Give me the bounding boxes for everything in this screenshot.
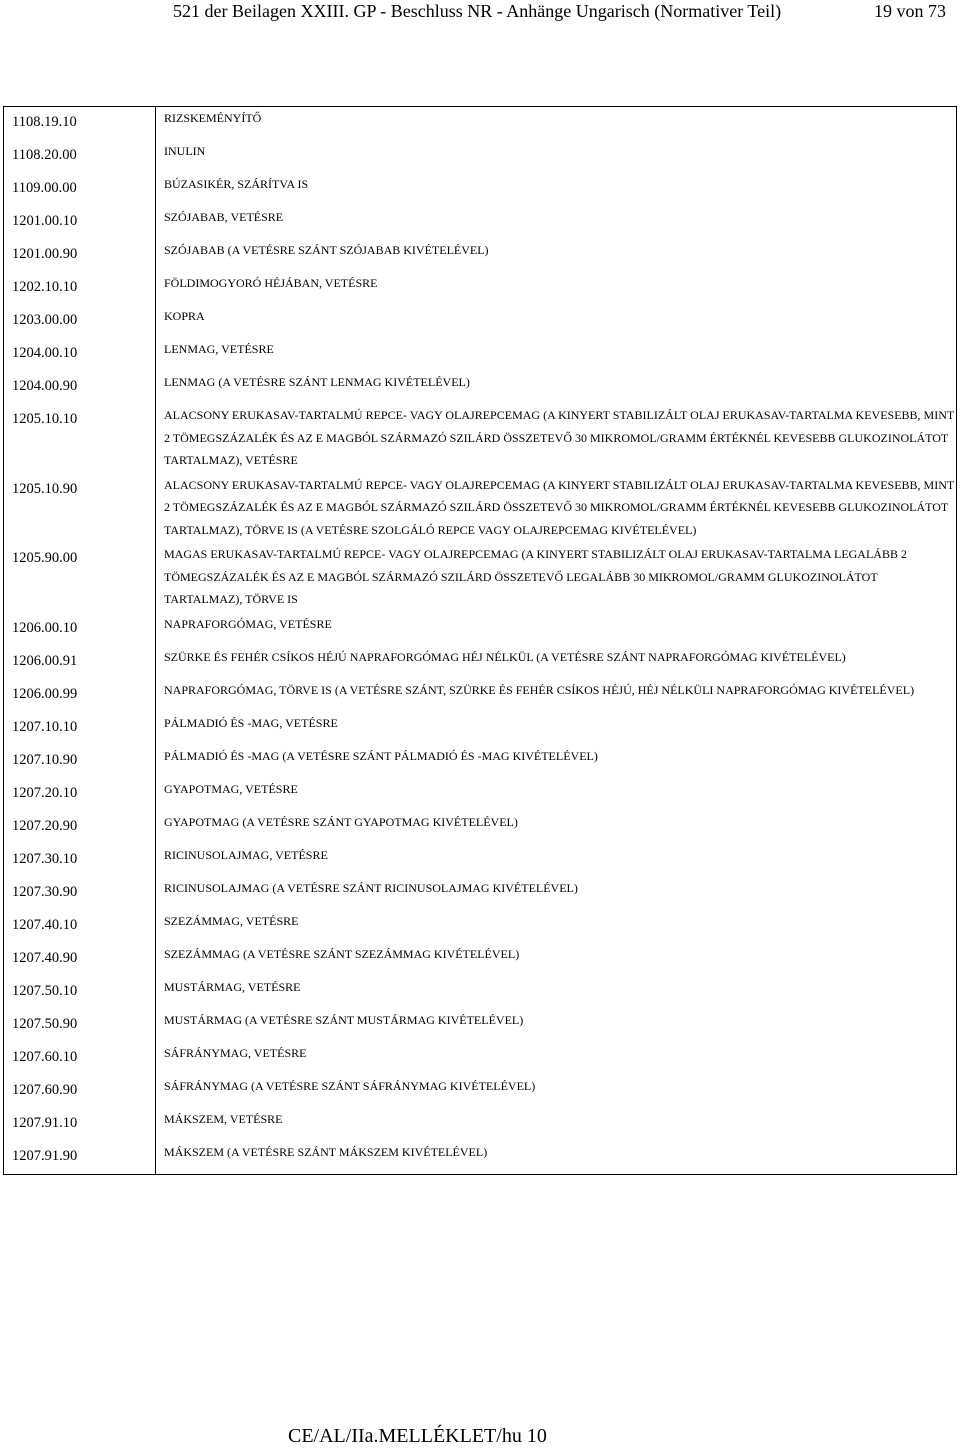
product-description: RICINUSOLAJMAG, VETÉSRE [164,847,328,862]
product-description: GYAPOTMAG, VETÉSRE [164,781,298,796]
product-description: MÁKSZEM, VETÉSRE [164,1111,283,1126]
tariff-code: 1108.20.00 [4,140,156,173]
table-row [4,371,957,404]
table-row [4,173,957,206]
table-row [4,943,957,976]
tariff-code: 1207.91.90 [4,1141,156,1175]
product-description: SÁFRÁNYMAG (A VETÉSRE SZÁNT SÁFRÁNYMAG KIVÉTELÉVEL) [164,1078,536,1093]
product-description: PÁLMADIÓ ÉS -MAG (A VETÉSRE SZÁNT PÁLMADIÓ ÉS -MAG KIVÉTELÉVEL) [164,748,598,763]
table-row [4,305,957,338]
product-description: PÁLMADIÓ ÉS -MAG, VETÉSRE [164,715,338,730]
table-row [4,1075,957,1108]
tariff-code-table [3,106,957,1175]
tariff-code: 1109.00.00 [4,173,156,206]
product-description: MÁKSZEM (A VETÉSRE SZÁNT MÁKSZEM KIVÉTELÉVEL) [164,1144,488,1159]
product-description: NAPRAFORGÓMAG, TÖRVE IS (A VETÉSRE SZÁNT, SZÜRKE ÉS FEHÉR CSÍKOS HÉJÚ, HÉJ NÉLKÜLI NAPRAFORGÓMAG KIVÉTELÉVEL) [164,682,915,697]
product-description: SZEZÁMMAG, VETÉSRE [164,913,299,928]
page-number: 19 von 73 [874,1,946,21]
table-row [4,712,957,745]
product-description: KOPRA [164,309,205,323]
table-row [4,811,957,844]
table-row [4,272,957,305]
tariff-code: 1207.60.10 [4,1042,156,1075]
tariff-code: 1207.50.10 [4,976,156,1009]
table-row [4,778,957,811]
tariff-code: 1204.00.90 [4,371,156,404]
product-description: MUSTÁRMAG (A VETÉSRE SZÁNT MUSTÁRMAG KIVÉTELÉVEL) [164,1012,524,1027]
tariff-code: 1206.00.10 [4,613,156,646]
document-title: 521 der Beilagen XXIII. GP - Beschluss NR - Anhänge Ungarisch (Normativer Teil) [173,1,782,21]
tariff-code: 1205.10.90 [4,474,156,544]
table-row [4,1009,957,1042]
tariff-code: 1202.10.10 [4,272,156,305]
tariff-code: 1207.30.10 [4,844,156,877]
tariff-code: 1207.20.10 [4,778,156,811]
product-description: MAGAS ERUKASAV-TARTALMÚ REPCE- VAGY OLAJREPCEMAG (A KINYERT STABILIZÁLT OLAJ ERUKASAV-TARTALMA LEGALÁBB 2 TÖMEGSZÁZALÉK ÉS AZ E MAGBÓL SZÁRMAZÓ SZILÁRD ÖSSZETEVŐ LEGALÁBB 30 MIKROMOL/GRAMM GLUKOZINOLÁTOT TARTALMAZ), TÖRVE IS [164,547,907,606]
table-row [4,474,957,544]
table-row [4,239,957,272]
table-row [4,140,957,173]
table-row [4,646,957,679]
tariff-code: 1207.60.90 [4,1075,156,1108]
tariff-code: 1207.30.90 [4,877,156,910]
tariff-code: 1108.19.10 [4,107,156,141]
product-description: SZÓJABAB, VETÉSRE [164,210,284,224]
tariff-code: 1205.90.00 [4,543,156,613]
tariff-code: 1201.00.10 [4,206,156,239]
product-description: SZÓJABAB (A VETÉSRE SZÁNT SZÓJABAB KIVÉTELÉVEL) [164,243,489,257]
product-description: MUSTÁRMAG, VETÉSRE [164,979,301,994]
table-row [4,877,957,910]
tariff-code: 1207.50.90 [4,1009,156,1042]
tariff-code: 1205.10.10 [4,404,156,474]
table-row [4,1042,957,1075]
tariff-code: 1203.00.00 [4,305,156,338]
table-row [4,679,957,712]
product-description: INULIN [164,144,206,158]
tariff-code: 1204.00.10 [4,338,156,371]
product-description: RIZSKEMÉNYÍTŐ [164,111,262,125]
tariff-code: 1206.00.99 [4,679,156,712]
tariff-code: 1207.10.90 [4,745,156,778]
product-description: BÚZASIKÉR, SZÁRÍTVA IS [164,177,309,191]
tariff-code: 1207.40.90 [4,943,156,976]
product-description: SÁFRÁNYMAG, VETÉSRE [164,1045,307,1060]
tariff-code: 1207.10.10 [4,712,156,745]
tariff-code: 1207.40.10 [4,910,156,943]
product-description: ALACSONY ERUKASAV-TARTALMÚ REPCE- VAGY OLAJREPCEMAG (A KINYERT STABILIZÁLT OLAJ ERUKASAV-TARTALMA KEVESEBB, MINT 2 TÖMEGSZÁZALÉK ÉS AZ E MAGBÓL SZÁRMAZÓ SZILÁRD ÖSSZETEVŐ 30 MIKROMOL/GRAMM ÉRTÉKNÉL KEVESEBB GLUKOZINOLÁTOT TARTALMAZ), TÖRVE IS (A VETÉSRE SZOLGÁLÓ REPCE VAGY OLAJREPCEMAG KIVÉTELÉVEL) [164,477,954,537]
product-description: LENMAG, VETÉSRE [164,342,274,356]
table-row [4,404,957,474]
product-description: ALACSONY ERUKASAV-TARTALMÚ REPCE- VAGY OLAJREPCEMAG (A KINYERT STABILIZÁLT OLAJ ERUKASAV-TARTALMA KEVESEBB, MINT 2 TÖMEGSZÁZALÉK ÉS AZ E MAGBÓL SZÁRMAZÓ SZILÁRD ÖSSZETEVŐ 30 MIKROMOL/GRAMM ÉRTÉKNÉL KEVESEBB GLUKOZINOLÁTOT TARTALMAZ), VETÉSRE [164,408,954,467]
product-description: RICINUSOLAJMAG (A VETÉSRE SZÁNT RICINUSOLAJMAG KIVÉTELÉVEL) [164,880,578,895]
page-header [0,0,960,28]
table-row [4,745,957,778]
product-description: SZEZÁMMAG (A VETÉSRE SZÁNT SZEZÁMMAG KIVÉTELÉVEL) [164,946,520,961]
product-description: GYAPOTMAG (A VETÉSRE SZÁNT GYAPOTMAG KIVÉTELÉVEL) [164,814,518,829]
table-row [4,338,957,371]
table-row [4,844,957,877]
table-row [4,910,957,943]
table-row [4,1141,957,1175]
document-reference: CE/AL/IIa.MELLÉKLET/hu 10 [288,1425,547,1447]
table-row [4,206,957,239]
table-row [4,107,957,141]
tariff-code: 1207.20.90 [4,811,156,844]
tariff-code: 1207.91.10 [4,1108,156,1141]
product-description: SZÜRKE ÉS FEHÉR CSÍKOS HÉJÚ NAPRAFORGÓMAG HÉJ NÉLKÜL (A VETÉSRE SZÁNT NAPRAFORGÓMAG KIVÉTELÉVEL) [164,649,846,664]
tariff-code: 1201.00.90 [4,239,156,272]
table-row [4,976,957,1009]
table-row [4,1108,957,1141]
table-row [4,613,957,646]
product-description: FÖLDIMOGYORÓ HÉJÁBAN, VETÉSRE [164,276,378,290]
tariff-code: 1206.00.91 [4,646,156,679]
product-description: NAPRAFORGÓMAG, VETÉSRE [164,616,332,631]
table-row [4,543,957,613]
product-description: LENMAG (A VETÉSRE SZÁNT LENMAG KIVÉTELÉVEL) [164,375,470,389]
